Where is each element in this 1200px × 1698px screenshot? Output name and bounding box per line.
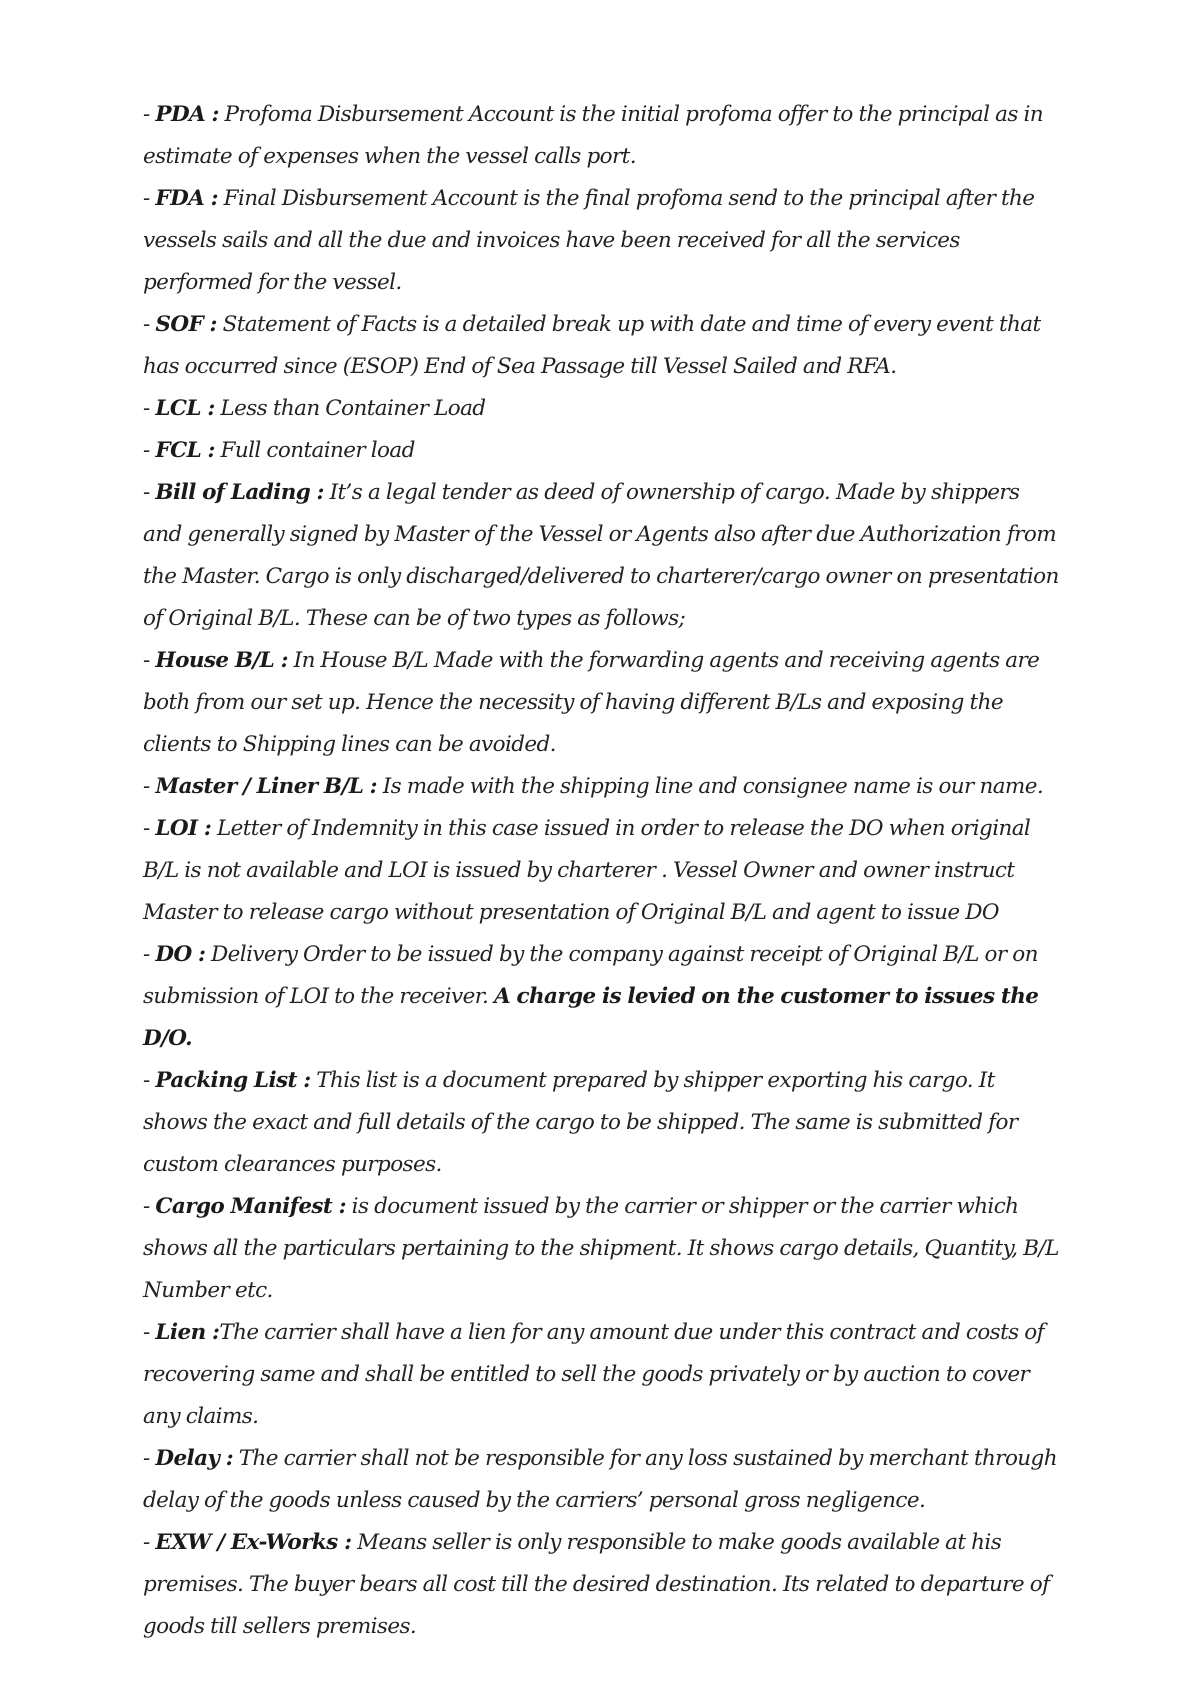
entry-term: Bill of Lading : — [155, 480, 324, 505]
entry-definition: It’s a legal tender as deed of ownership of cargo. Made by shippers and generally signed by Master of the Vessel or Agents also after due Authorization from the Master. Cargo is only discharged/delivered to charterer/cargo owner on presentation of Original B/L. These can be of two types as follows; — [143, 480, 1059, 631]
glossary-entry-cargo-manifest — [143, 1186, 1063, 1312]
entry-dash: - — [143, 102, 156, 127]
entry-definition: The carrier shall have a lien for any amount due under this contract and costs of recovering same and shall be entitled to sell the goods privately or by auction to cover any claims. — [143, 1320, 1045, 1429]
entry-dash: - — [143, 1320, 156, 1345]
entry-definition: Means seller is only responsible to make goods available at his premises. The buyer bears all cost till the desired destination. Its related to departure of goods till sellers premises. — [143, 1530, 1050, 1639]
entry-dash: - — [143, 1194, 156, 1219]
entry-dash: - — [143, 942, 156, 967]
entry-dash: - — [143, 312, 156, 337]
entry-dash: - — [143, 774, 156, 799]
entry-term: Packing List : — [155, 1068, 311, 1093]
entry-definition: The carrier shall not be responsible for any loss sustained by merchant through delay of the goods unless caused by the carriers’ personal gross negligence. — [143, 1446, 1057, 1513]
glossary-body — [143, 94, 1063, 1648]
glossary-entry-house-bl — [143, 640, 1063, 766]
entry-emphasis: A charge is levied on the customer to issues the D/O. — [143, 984, 1039, 1051]
entry-definition: This list is a document prepared by shipper exporting his cargo. It shows the exact and full details of the cargo to be shipped. The same is submitted for custom clearances purposes. — [143, 1068, 1018, 1177]
entry-dash: - — [143, 1068, 156, 1093]
glossary-entry-pda — [143, 94, 1063, 178]
glossary-entry-fcl — [143, 430, 1063, 472]
entry-definition: In House B/L Made with the forwarding agents and receiving agents are both from our set up. Hence the necessity of having different B/Ls and exposing the clients to Shipping lines can be avoided. — [143, 648, 1040, 757]
entry-definition: Profoma Disbursement Account is the initial profoma offer to the principal as in estimate of expenses when the vessel calls port. — [143, 102, 1044, 169]
entry-definition: Final Disbursement Account is the final profoma send to the principal after the vessels sails and all the due and invoices have been received for all the services performed for the vessel. — [143, 186, 1035, 295]
entry-definition: Statement of Facts is a detailed break up with date and time of every event that has occurred since (ESOP) End of Sea Passage till Vessel Sailed and RFA. — [143, 312, 1041, 379]
entry-definition: Letter of Indemnity in this case issued in order to release the DO when original B/L is not available and LOI is issued by charterer . Vessel Owner and owner instruct Master to release cargo without presentation of Original B/L and agent to issue DO — [143, 816, 1031, 925]
entry-term: PDA : — [155, 102, 219, 127]
entry-term: SOF : — [155, 312, 217, 337]
entry-dash: - — [143, 480, 156, 505]
entry-term: House B/L : — [155, 648, 288, 673]
entry-definition: Full container load — [214, 438, 415, 463]
entry-term: EXW / Ex-Works : — [155, 1530, 352, 1555]
entry-dash: - — [143, 816, 156, 841]
glossary-entry-lien — [143, 1312, 1063, 1438]
entry-term: Master / Liner B/L : — [155, 774, 377, 799]
entry-definition: Less than Container Load — [214, 396, 486, 421]
entry-dash: - — [143, 396, 156, 421]
glossary-entry-master-liner-bl — [143, 766, 1063, 808]
entry-term: FDA : — [155, 186, 218, 211]
entry-term: LOI : — [155, 816, 212, 841]
glossary-entry-fda — [143, 178, 1063, 304]
glossary-entry-sof — [143, 304, 1063, 388]
glossary-entry-bill-of-lading — [143, 472, 1063, 640]
glossary-entry-packing-list — [143, 1060, 1063, 1186]
glossary-entry-lcl — [143, 388, 1063, 430]
entry-dash: - — [143, 438, 156, 463]
entry-definition: is document issued by the carrier or shipper or the carrier which shows all the particulars pertaining to the shipment. It shows cargo details, Quantity, B/L Number etc. — [143, 1194, 1059, 1303]
glossary-entry-delay — [143, 1438, 1063, 1522]
entry-definition: Is made with the shipping line and consignee name is our name. — [376, 774, 1044, 799]
entry-dash: - — [143, 1530, 156, 1555]
glossary-entry-loi — [143, 808, 1063, 934]
glossary-entry-exw — [143, 1522, 1063, 1648]
entry-dash: - — [143, 186, 156, 211]
entry-term: DO : — [155, 942, 206, 967]
glossary-entry-do — [143, 934, 1063, 1060]
entry-term: Lien : — [155, 1320, 220, 1345]
entry-term: FCL : — [155, 438, 215, 463]
entry-term: Delay : — [155, 1446, 234, 1471]
entry-term: Cargo Manifest : — [155, 1194, 346, 1219]
entry-definition: Delivery Order to be issued by the company against receipt of Original B/L or on submission of LOI to the receiver. — [143, 942, 1038, 1009]
entry-dash: - — [143, 1446, 156, 1471]
entry-term: LCL : — [155, 396, 215, 421]
entry-dash: - — [143, 648, 156, 673]
